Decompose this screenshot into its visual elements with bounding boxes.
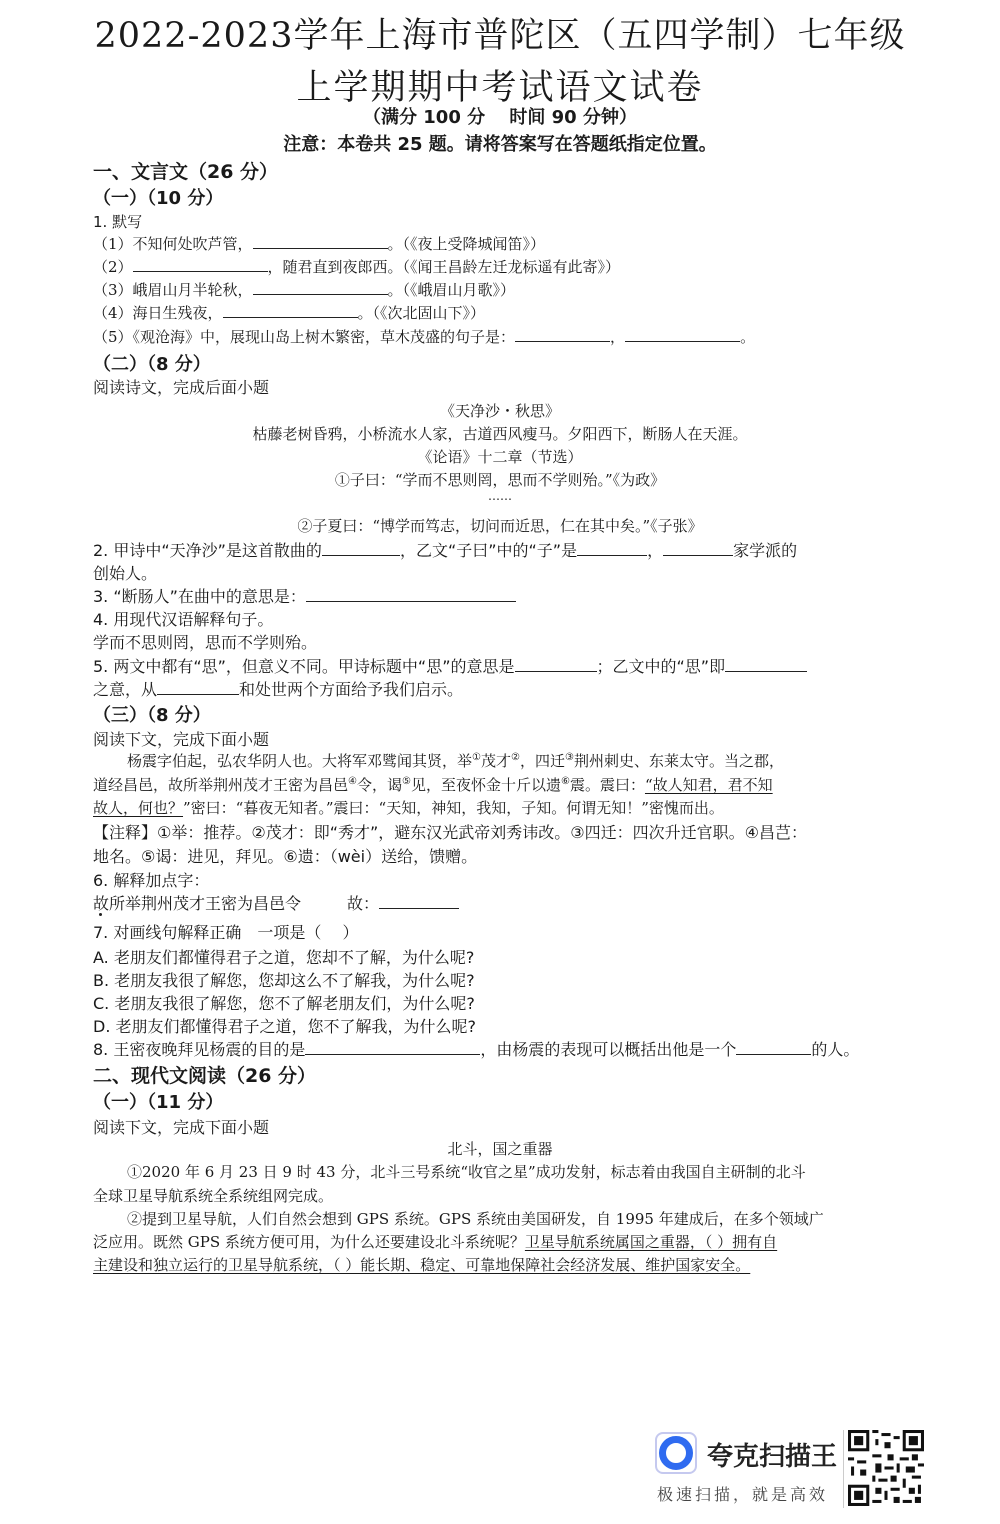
note-ref: ②: [511, 752, 520, 763]
passage-text: ”密曰：“暮夜无知者。”震曰：“天知，神知，我知，子知。何谓无知！”密愧而出。: [183, 799, 724, 817]
section2-instruction: 阅读下文，完成下面小题: [93, 1118, 270, 1137]
scanner-watermark: [655, 1430, 845, 1510]
section1-heading: 一、文言文（26 分）: [93, 161, 279, 183]
passage-text: 杨震字伯起，弘农华阴人也。大将军邓骘闻其贤，举: [127, 752, 473, 770]
exam-title-line1: 2022-2023学年上海市普陀区（五四学制）七年级: [94, 16, 906, 56]
note-ref: ①: [472, 752, 481, 763]
part2-instruction: 阅读诗文，完成后面小题: [93, 378, 270, 397]
q7-option-a[interactable]: A. 老朋友们都懂得君子之道，您却不了解，为什么呢?: [93, 948, 475, 967]
underlined-sentence: 故人，何也？: [93, 799, 184, 817]
q8-text: ，由杨震的表现可以概括出他是一个: [480, 1040, 737, 1059]
q2-text: ，: [647, 541, 664, 560]
passage-line-1: [127, 750, 784, 771]
passage-text: 道经昌邑，故所举荆州茂才王密为昌邑: [93, 776, 349, 794]
article-text: 泛应用。既然 GPS 系统方便可用，为什么还要建设北斗系统呢？: [93, 1233, 525, 1251]
q1-label: 1. 默写: [93, 213, 143, 231]
passage-text: 令，谒: [356, 776, 402, 794]
q5-text: 之意，从: [93, 680, 158, 699]
q2-text: 2. 甲诗中“天净沙”是这首散曲的: [93, 541, 322, 560]
passage-line-3: [93, 797, 724, 818]
q2-cont: 创始人。: [93, 564, 158, 583]
answer-blank[interactable]: [133, 257, 268, 272]
passage-text: 茂才: [480, 752, 511, 770]
note-ref: ③: [564, 752, 574, 763]
q3-text: 3. “断肠人”在曲中的意思是：: [93, 587, 306, 606]
q4-sentence: 学而不思则罔，思而不学则殆。: [93, 633, 318, 652]
q1-item-source: 。（《次北固山下》）: [357, 304, 486, 322]
q1-item-text: （5）《观沧海》中，展现山岛上树木繁密，草木茂盛的句子是：: [93, 328, 516, 346]
quark-logo-icon: [659, 1436, 693, 1470]
part1-heading: （一）（10 分）: [93, 188, 224, 209]
answer-blank[interactable]: [223, 303, 358, 318]
q1-item-5: [93, 326, 755, 347]
article-p2-line2: [93, 1231, 777, 1252]
q7-option-c[interactable]: C. 老朋友我很了解您，您不了解老朋友们，为什么呢?: [93, 994, 475, 1013]
q7-option-b[interactable]: B. 老朋友我很了解您，您却这么不了解我，为什么呢?: [93, 971, 475, 990]
answer-blank[interactable]: [625, 327, 740, 342]
underlined-sentence: 卫星导航系统属国之重器，（ ）拥有自: [524, 1233, 778, 1251]
lunyu-quote-2: ②子夏曰：“博学而笃志，切问而近思，仁在其中矣。”《子张》: [297, 517, 703, 535]
answer-blank[interactable]: [515, 657, 597, 672]
lunyu-quote-1: ①子曰：“学而不思则罔，思而不学则殆。”《为政》: [334, 471, 666, 489]
section2-heading: 二、现代文阅读（26 分）: [93, 1065, 317, 1087]
notes-line-1: 【注释】①举：推荐。②茂才：即“秀才”，避东汉光武帝刘秀讳改。③四迁：四次升迁官职。④昌芑：: [93, 823, 807, 842]
answer-blank[interactable]: [663, 541, 733, 556]
q6: 6. 解释加点字：: [93, 871, 210, 890]
answer-blank[interactable]: [736, 1040, 811, 1055]
passage-text: ，四迁: [519, 752, 565, 770]
q5-cont: [93, 677, 463, 700]
answer-blank[interactable]: [253, 234, 388, 249]
q1-item-sep: ，: [610, 328, 626, 346]
answer-blank[interactable]: [306, 587, 516, 602]
q6-sentence: [93, 891, 459, 914]
q3: [93, 584, 516, 607]
q1-item-text: （4）海日生残夜，: [93, 304, 223, 322]
q2-text: ，乙文“子曰”中的“子”是: [399, 541, 578, 560]
section2-part1-heading: （一）（11 分）: [93, 1092, 224, 1113]
notes-line-2: 地名。⑤谒：进见，拜见。⑥遗：（wèi）送给，馈赠。: [93, 847, 478, 866]
exam-title-line2: 上学期期中考试语文试卷: [296, 68, 704, 108]
article-p2-line1: ②提到卫星导航，人们自然会想到 GPS 系统。GPS 系统由美国研发，自 1995 年建成后，在多个领域广: [127, 1210, 824, 1228]
q1-item-4: [93, 302, 485, 323]
q5-text: 5. 两文中都有“思”，但意义不同。甲诗标题中“思”的意思是: [93, 657, 515, 676]
q1-item-source: 。（《夜上受降城闻笛》）: [387, 235, 546, 253]
brand-name: 夸克扫描王: [707, 1442, 838, 1472]
part3-heading: （三）（8 分）: [93, 705, 211, 726]
q1-item-2: [93, 256, 620, 277]
q1-item-3: [93, 279, 515, 300]
q8-text: 8. 王密夜晚拜见杨震的目的是: [93, 1040, 306, 1059]
q7: 7. 对画线句解释正确 一项是（ ）: [93, 923, 359, 942]
answer-blank[interactable]: [253, 280, 388, 295]
q5-text: 和处世两个方面给予我们启示。: [239, 680, 464, 699]
lunyu-title: 《论语》十二章（节选）: [417, 448, 583, 466]
answer-blank[interactable]: [157, 680, 239, 695]
note-ref: ⑥: [560, 776, 570, 787]
passage-text: 见，至夜怀金十斤以遗: [410, 776, 561, 794]
q5: [93, 654, 807, 677]
q1-item-end: 。: [740, 328, 756, 346]
q1-item-text: （1）不知何处吹芦管，: [93, 235, 253, 253]
q1-item-source: ，随君直到夜郎西。（《闻王昌龄左迁龙标遥有此寄》）: [267, 258, 621, 276]
passage-text: 荆州刺史、东莱太守。当之郡，: [573, 752, 784, 770]
part3-instruction: 阅读下文，完成下面小题: [93, 730, 270, 749]
article-title: 北斗，国之重器: [447, 1140, 553, 1158]
q7-option-d[interactable]: D. 老朋友们都懂得君子之道，您不了解我，为什么呢?: [93, 1017, 476, 1036]
article-p1-line1: ①2020 年 6 月 23 日 9 时 43 分，北斗三号系统“收官之星”成功发射，标志着由我国自主研制的北斗: [127, 1163, 806, 1181]
passage-text: 震。震曰：: [569, 776, 645, 794]
qr-code-icon: [848, 1430, 924, 1506]
part2-heading: （二）（8 分）: [93, 354, 211, 375]
answer-blank[interactable]: [577, 541, 647, 556]
answer-blank[interactable]: [725, 657, 807, 672]
emphasis-dot: [99, 913, 102, 916]
note-ref: ⑤: [402, 776, 411, 787]
exam-notice: 注意：本卷共 25 题。请将答案写在答题纸指定位置。: [283, 134, 717, 155]
exam-meta: （满分 100 分 时间 90 分钟）: [363, 107, 637, 128]
article-p1-line2: 全球卫星导航系统全系统组网完成。: [93, 1187, 334, 1205]
q4: 4. 用现代汉语解释句子。: [93, 610, 274, 629]
answer-blank[interactable]: [322, 541, 400, 556]
answer-blank[interactable]: [515, 327, 610, 342]
divider: [843, 1430, 844, 1508]
poem-title: 《天净沙・秋思》: [439, 402, 560, 420]
brand-slogan: 极速扫描，就是高效: [657, 1485, 829, 1504]
q2: [93, 538, 797, 561]
q1-item-source: 。（《峨眉山月歌》）: [387, 281, 516, 299]
q6-text: 故所举荆州茂才王密为昌邑令: [93, 894, 302, 913]
note-ref: ④: [348, 776, 357, 787]
article-p2-line3: 主建设和独立运行的卫星导航系统，（ ）能长期、稳定、可靠地保障社会经济发展、维护国家安全。: [93, 1256, 751, 1274]
answer-blank[interactable]: [305, 1040, 480, 1055]
q5-text: ；乙文中的“思”即: [596, 657, 726, 676]
q1-item-text: （2）: [93, 258, 133, 276]
q1-item-text: （3）峨眉山月半轮秋，: [93, 281, 253, 299]
ellipsis: ……: [488, 489, 512, 503]
q8-text: 的人。: [811, 1040, 860, 1059]
passage-line-2: [93, 774, 773, 795]
q1-item-1: [93, 233, 545, 254]
underlined-sentence: “故人知君，君不知: [644, 776, 773, 794]
q6-label: 故：: [347, 894, 380, 913]
q2-text: 家学派的: [733, 541, 798, 560]
poem-text: 枯藤老树昏鸦，小桥流水人家，古道西风瘦马。夕阳西下，断肠人在天涯。: [252, 425, 748, 443]
answer-blank[interactable]: [379, 894, 459, 909]
q8: [93, 1037, 859, 1060]
